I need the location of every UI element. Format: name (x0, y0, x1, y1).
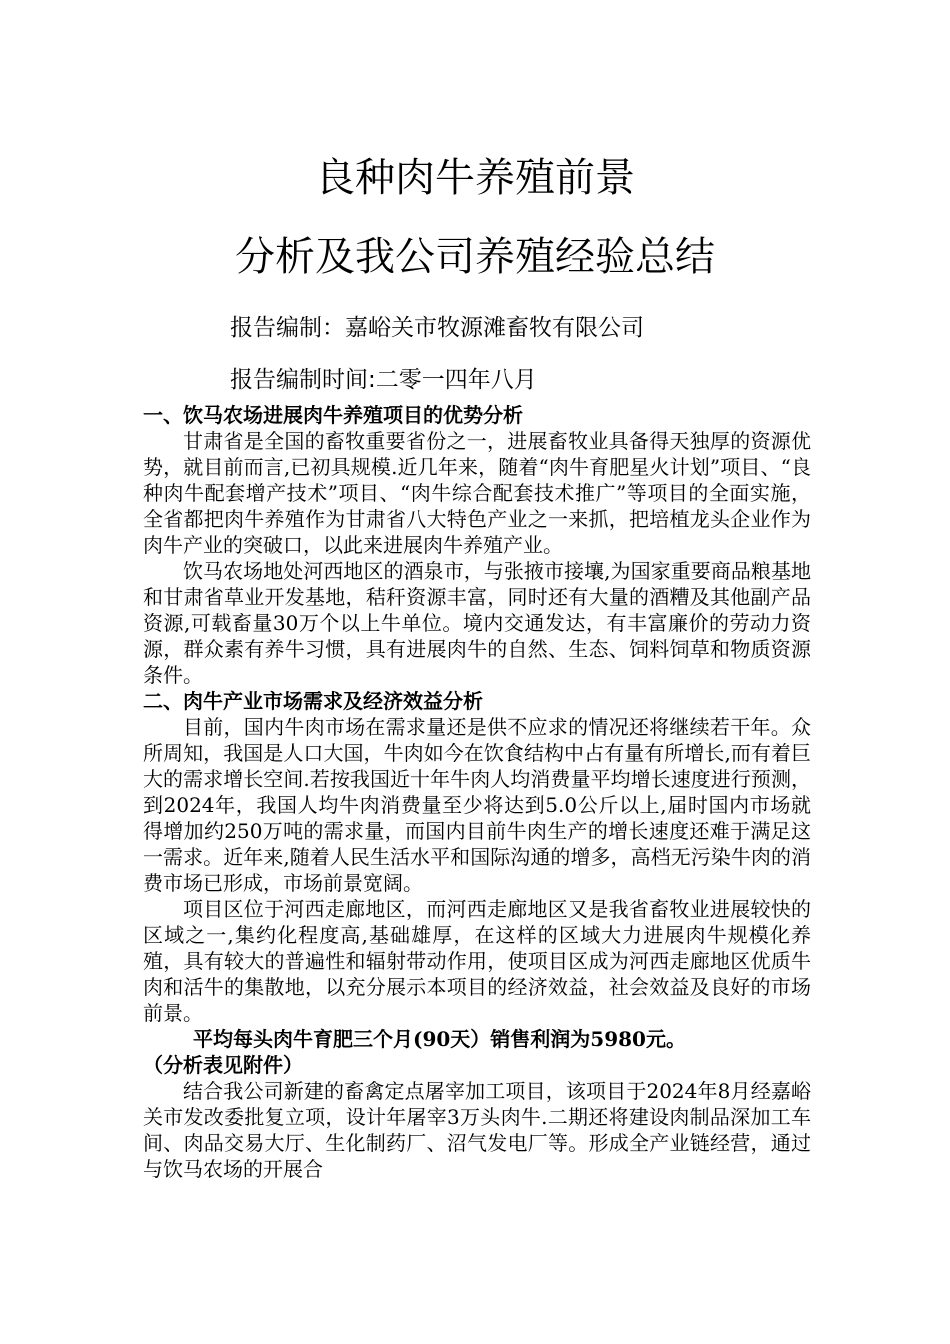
report-compiler: 报告编制：嘉峪关市牧源滩畜牧有限公司 (230, 315, 644, 341)
section-1-paragraph: 饮马农场地处河西地区的酒泉市，与张掖市接壤,为国家重要商品粮基地和甘肃省草业开发基地，秸秆资源丰富，同时还有大量的酒糟及其他副产品资源,可载畜量30万个以上牛单位。境内交通发达，有丰富廉价的劳动力资源，群众素有养牛习惯，具有进展肉牛的自然、生态、饲料饲草和物质资源条件。 (143, 559, 811, 687)
section-2-paragraph: 项目区位于河西走廊地区，而河西走廊地区又是我省畜牧业进展较快的区域之一,集约化程度高,基础雄厚，在这样的区域大力进展肉牛规模化养殖，具有较大的普遍性和辐射带动作用，使项目区成为河西走廊地区优质牛肉和活牛的集散地，以充分展示本项目的经济效益，社会效益及良好的市场前景。 (143, 897, 811, 1025)
section-2-heading: 二、肉牛产业市场需求及经济效益分析 (143, 689, 483, 713)
report-date: 报告编制时间:二零一四年八月 (230, 367, 537, 393)
document-title-line-2: 分析及我公司养殖经验总结 (235, 234, 715, 280)
document-title-line-1: 良种肉牛养殖前景 (315, 155, 635, 201)
profit-summary: 平均每头肉牛育肥三个月(90天）销售利润为5980元。 (193, 1027, 686, 1051)
section-1-paragraph: 甘肃省是全国的畜牧重要省份之一，进展畜牧业具备得天独厚的资源优势，就目前而言,已初具规模.近几年来，随着“肉牛育肥星火计划”项目、“良种肉牛配套增产技术”项目、“肉牛综合配套技术推广”等项目的全面实施，全省都把肉牛养殖作为甘肃省八大特色产业之一来抓，把培植龙头企业作为肉牛产业的突破口，以此来进展肉牛养殖产业。 (143, 429, 811, 557)
section-2-paragraph: 目前，国内牛肉市场在需求量还是供不应求的情况还将继续若干年。众所周知，我国是人口大国，牛肉如今在饮食结构中占有量有所增长,而有着巨大的需求增长空间.若按我国近十年牛肉人均消费量平均增长速度进行预测，到2024年，我国人均牛肉消费量至少将达到5.0公斤以上,届时国内市场就得增加约250万吨的需求量，而国内目前牛肉生产的增长速度还难于满足这一需求。近年来,随着人民生活水平和国际沟通的增多，高档无污染牛肉的消费市场已形成，市场前景宽阔。 (143, 715, 811, 895)
section-1-heading: 一、饮马农场进展肉牛养殖项目的优势分析 (143, 403, 523, 427)
profit-note: （分析表见附件） (143, 1053, 303, 1077)
document-body (143, 402, 811, 1182)
section-2-closing-paragraph: 结合我公司新建的畜禽定点屠宰加工项目，该项目于2024年8月经嘉峪关市发改委批复立项，设计年屠宰3万头肉牛.二期还将建设肉制品深加工车间、肉品交易大厅、生化制药厂、沼气发电厂等。形成全产业链经营，通过与饮马农场的开展合 (143, 1079, 811, 1181)
